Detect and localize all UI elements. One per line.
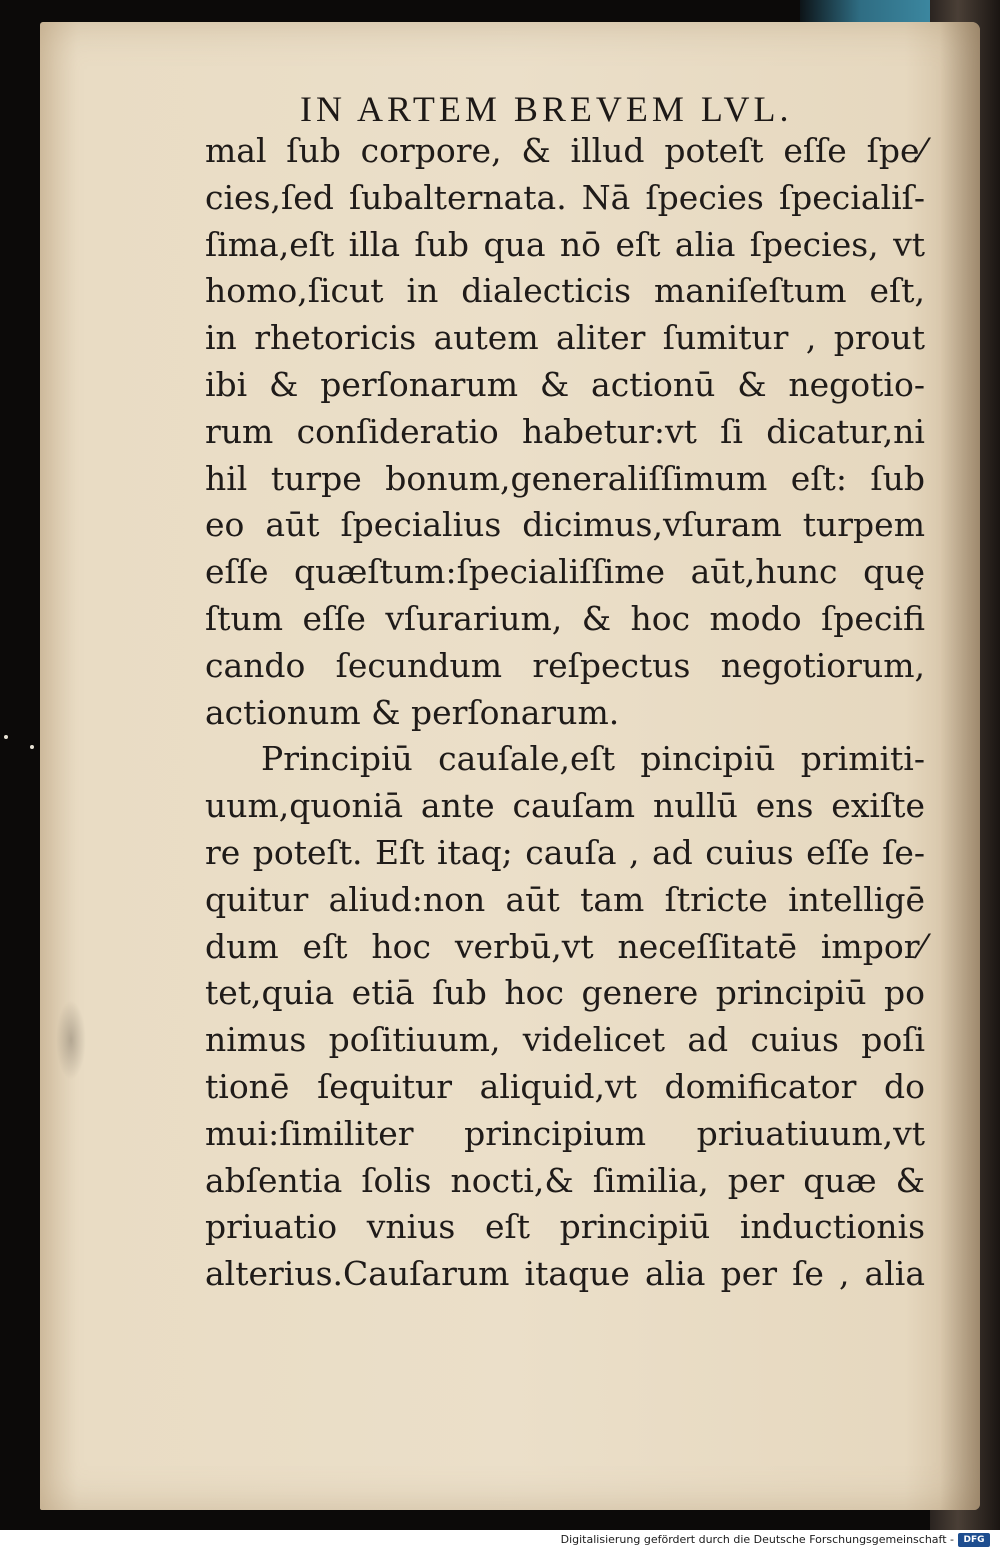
text-line: cando ſecundum reſpectus negotiorum, — [205, 645, 925, 685]
scan-speck — [30, 745, 34, 749]
text-line: priuatio vnius eſt principiū inductionis — [205, 1207, 925, 1247]
text-line: Principiū cauſale,eſt pincipiū primiti- — [261, 739, 925, 779]
text-line: alterius.Cauſarum itaque alia per ſe , alia — [205, 1254, 925, 1294]
text-line: mal ſub corpore, & illud poteſt eſſe ſpe⁄ — [205, 131, 925, 170]
text-line: uum,quoniā ante cauſam nullū ens exiſte — [205, 786, 925, 826]
text-line: homo,ſicut in dialecticis maniſeſtum eſt, — [205, 271, 925, 311]
funding-credit: Digitalisierung gefördert durch die Deutsche Forschungsgemeinschaft - — [560, 1533, 954, 1546]
text-line: abſentia ſolis nocti,& ſimilia, per quæ & — [205, 1160, 925, 1200]
text-line: rum conſideratio habetur:vt ſi dicatur,ni — [205, 411, 925, 451]
text-line: ſtum eſſe vſurarium, & hoc modo ſpecifi — [205, 598, 925, 638]
footer-bar — [0, 1530, 1000, 1551]
text-line: eſſe quæſtum:ſpecialiſſime aūt,hunc quę — [205, 552, 925, 592]
text-line: hil turpe bonum,generaliſſimum eſt: ſub — [205, 458, 925, 498]
text-line: quitur aliud:non aūt tam ſtricte intelligē — [205, 879, 925, 919]
text-line: tionē ſequitur aliquid,vt domificator do — [205, 1066, 925, 1106]
text-line: mui:ſimiliter principium priuatiuum,vt — [205, 1113, 925, 1153]
text-line: cies,ſed ſubalternata. Nā ſpecies ſpecialiſ- — [205, 177, 925, 217]
text-line: actionum & perſonarum. — [205, 692, 620, 732]
margin-stain — [56, 1000, 86, 1080]
text-line: in rhetoricis autem aliter ſumitur , prout — [205, 318, 925, 358]
text-line: tet,quia etiā ſub hoc genere principiū po — [205, 973, 925, 1013]
text-line: ſima,eſt illa ſub qua nō eſt alia ſpecies, vt — [205, 224, 925, 264]
page-gutter-shadow — [940, 22, 980, 1510]
text-line: dum eſt hoc verbū,vt neceſſitatē impor⁄ — [205, 926, 925, 966]
scan-speck — [4, 735, 8, 739]
text-line: ibi & perſonarum & actionū & negotio- — [205, 364, 925, 404]
text-line: nimus poſitiuum, videlicet ad cuius poſi — [205, 1020, 925, 1060]
running-head: IN ARTEM BREVEM LVL. — [300, 89, 793, 129]
text-line: re poteſt. Eſt itaq; cauſa , ad cuius eſſe ſe- — [205, 832, 925, 872]
body-text — [205, 128, 925, 1298]
dfg-logo: DFG — [958, 1533, 990, 1547]
text-line: eo aūt ſpecialius dicimus,vſuram turpem — [205, 505, 925, 545]
